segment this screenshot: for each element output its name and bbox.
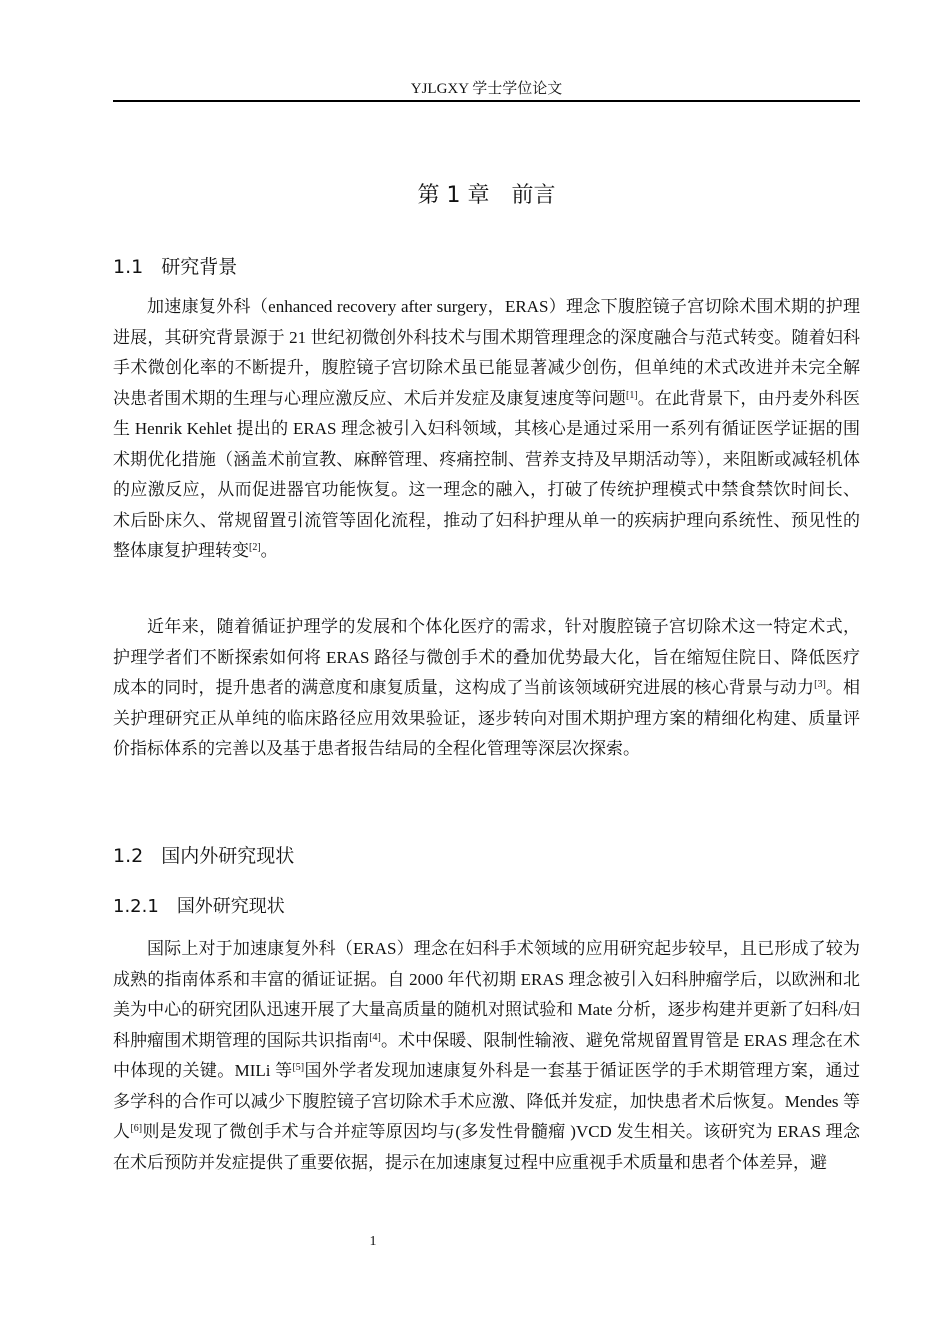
section-heading-1-2 [113, 843, 294, 869]
section-number: 1.2 [113, 845, 144, 867]
section-heading-1-2-1 [113, 895, 285, 919]
chapter-title: 第 1 章 前言 [417, 183, 556, 208]
paragraph-text: 。 [260, 541, 278, 560]
paragraph-text: 。术中保暖、限制性输液、避免常规留置胃管是 ERAS 理念在术中体现的关键。MILi 等 [113, 1030, 860, 1080]
header-rule [113, 100, 860, 102]
paragraph-text: 国际上对于加速康复外科（ERAS）理念在妇科手术领域的应用研究起步较早，且已形成了较为成熟的指南体系和丰富的循证证据。自 2000 年代初期 ERAS 理念被引入妇科肿瘤学后，以欧洲和北美为中心的研究团队迅速开展了大量高质量的随机对照试验和 Mate 分析，逐步构建并更新了妇科/妇科肿瘤围术期管理的国际共识指南 [113, 939, 860, 1050]
section-title: 研究背景 [161, 256, 238, 278]
paragraph-text: 则是发现了微创手术与合并症等原因均与(多发性骨髓瘤 )VCD 发生相关。该研究为 ERAS 理念在术后预防并发症提供了重要依据，提示在加速康复过程中应重视手术质量和患者个体差异，避 [113, 1122, 861, 1172]
section-title: 国外研究现状 [176, 896, 285, 917]
citation: [6] [130, 1123, 143, 1134]
section-title: 国内外研究现状 [161, 845, 295, 867]
paragraph-background-1 [113, 292, 860, 567]
citation: [4] [369, 1031, 381, 1043]
paragraph-text: 近年来，随着循证护理学的发展和个体化医疗的需求，针对腹腔镜子宫切除术这一特定术式，护理学者们不断探索如何将 ERAS 路径与微创手术的叠加优势最大化，旨在缩短住院日、降低医疗成本的同时，提升患者的满意度和康复质量，这构成了当前该领域研究进展的核心背景与动力 [113, 617, 860, 697]
section-heading-1-1 [113, 254, 237, 280]
citation: [3] [814, 679, 826, 690]
paragraph-foreign-research [113, 934, 860, 1178]
section-number: 1.1 [113, 256, 144, 278]
paragraph-text: 。在此背景下，由丹麦外科医生 Henrik Kehlet 提出的 ERAS 理念被引入妇科领域，其核心是通过采用一系列有循证医学证据的围术期优化措施（涵盖术前宣教、麻醉管理、疼痛控制、营养支持及早期活动等），来阻断或减轻机体的应激反应，从而促进器官功能恢复。这一理念的融入，打破了传统护理模式中禁食禁饮时间长、术后卧床久、常规留置引流管等固化流程，推动了妇科护理从单一的疾病护理向系统性、预见性的整体康复护理转变 [113, 388, 861, 560]
running-header: YJLGXY 学士学位论文 [410, 81, 563, 97]
paragraph-text: 加速康复外科（enhanced recovery after surgery，ERAS）理念下腹腔镜子宫切除术围术期的护理进展，其研究背景源于 21 世纪初微创外科技术与围术期管理理念的深度融合与范式转变。随着妇科手术微创化率的不断提升，腹腔镜子宫切除术虽已能显著减少创伤，但单纯的术式改进并未完全解决患者围术期的生理与心理应激反应、术后并发症及康复速度等问题 [113, 297, 860, 408]
section-number: 1.2.1 [113, 896, 159, 917]
paragraph-text: 。相关护理研究正从单纯的临床路径应用效果验证，逐步转向对围术期护理方案的精细化构建、质量评价指标体系的完善以及基于患者报告结局的全程化管理等深层次探索。 [113, 678, 860, 758]
page-number: 1 [369, 1234, 377, 1249]
paragraph-text: 国外学者发现加速康复外科是一套基于循证医学的手术期管理方案，通过多学科的合作可以减少下腹腔镜子宫切除术手术应激、降低并发症，加快患者术后恢复。Mendes 等人 [113, 1061, 860, 1141]
citation: [1] [626, 389, 638, 401]
paragraph-background-2 [113, 612, 860, 765]
citation: [2] [249, 542, 261, 553]
citation: [5] [292, 1062, 305, 1073]
